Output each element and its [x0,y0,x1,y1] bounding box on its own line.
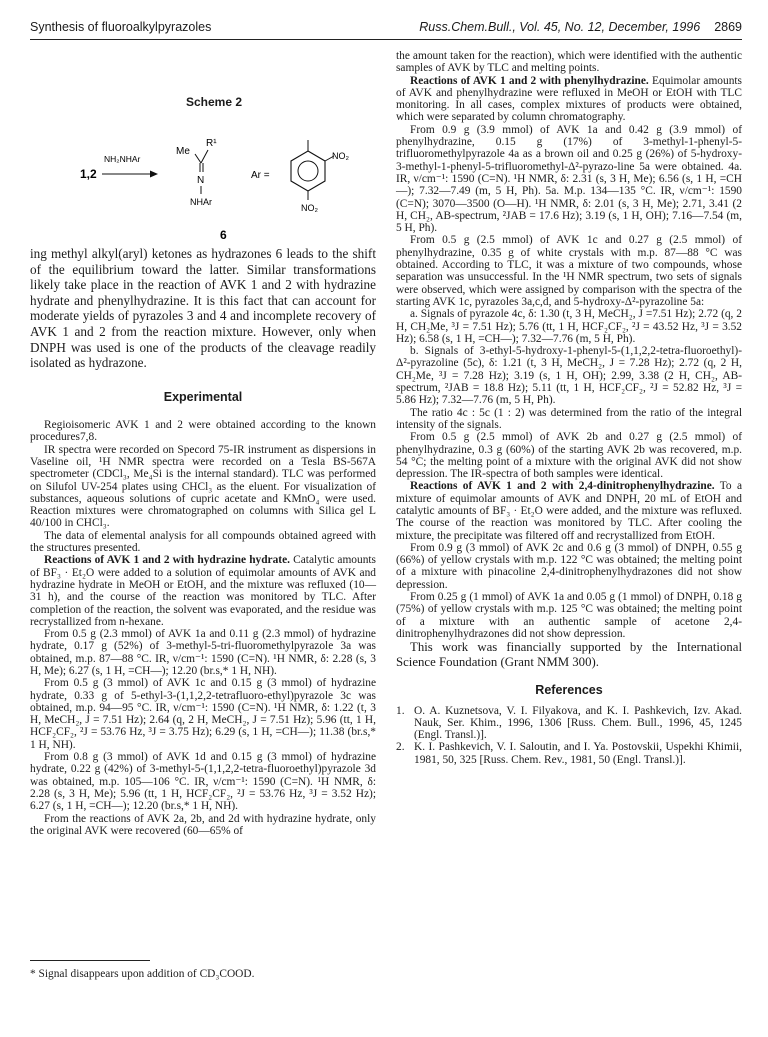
benzene-ring [291,151,325,191]
paragraph-8: From the reactions of AVK 2a, 2b, and 2d with hydrazine hydrate, only the original AVK were recovered (60—65% of [30,812,376,837]
methyl-label: Me [176,146,190,157]
intro-paragraph: ing methyl alkyl(aryl) ketones as hydrazones 6 leads to the shift of the equilibrium toward the latter. Similar transformations likely take place in the reaction of AVK 1 and 2 with hydrazine hydrate and phenylhydrazine. It is this fact that can account for moderate yields of pyrazoles 3 and 4 and incomplete recovery of AVK 1 and 2 from the reaction mixture. However, only when DNPH was used is one of the products of the cleavage readily isolated as hydrazone. [30,246,376,371]
paragraph-3: The data of elemental analysis for all compounds obtained agreed with the structures presented. [30,529,376,555]
right-paragraph-9-body: To a mixture of equimolar amounts of AVK and DNPH, 20 mL of EtOH and catalytic amounts of BF₃ · Et₂O were added, and the mixture was refluxed. The course of the reaction was monitored by TLC. After cooling the mixture, the precipitate was filtered off and recrystallized from EtOH. [396,480,742,542]
paragraph-6: From 0.5 g (3 mmol) of AVK 1c and 0.15 g (3 mmol) of hydrazine hydrate, 0.33 g of 5-ethyl-3-(1,1,2,2-tetrafluoro-ethyl)pyrazole 3c was obtained, m.p. 94—95 °C. IR, ν/cm⁻¹: 1590 (C=N). ¹H NMR, δ: 1.22 (t, 3 H, MeCH₂, J = 7.51 Hz); 2.64 (q, 2 H, MeCH₂, J = 7.51 Hz); 5.96 (tt, 1 H, HCF₂CF₂, ²J = 53.76 Hz, ³J = 3.75 Hz); 6.29 (s, 1 H, =CH—); 11.38 (br.s,* 1 H, NH). [30,677,376,751]
acknowledgement: This work was financially supported by the International Science Foundation (Grant NMM 300). [396,640,742,670]
references-heading: References [535,683,603,698]
right-column [396,50,742,766]
left-column [30,50,376,837]
r1-label: R¹ [206,138,217,149]
discussion-text [30,246,376,371]
scheme-2 [30,50,376,246]
journal-citation [419,20,742,34]
reaction-arrow-head [150,171,158,178]
nitrogen-label: N [197,175,205,186]
right-paragraph-7: The ratio 4c : 5c (1 : 2) was determined from the ratio of the integral intensity of the signals. [396,406,742,431]
run-in-heading-phenylhydrazine: Reactions of AVK 1 and 2 with phenylhydrazine. [410,74,649,87]
paragraph-1: Regioisomeric AVK 1 and 2 were obtained according to the known procedures7,8. [30,419,376,444]
scheme-title: Scheme 2 [186,95,243,109]
reference-2-text: K. I. Pashkevich, V. I. Saloutin, and I. Ya. Postovskii, Uspekhi Khimii, 1981, 50, 325 [Russ. Chem. Rev., 1981, 50 (Engl. Transl.)]. [414,741,742,766]
reference-1-text: O. A. Kuznetsova, V. I. Filyakova, and K. I. Pashkevich, Izv. Akad. Nauk, Ser. Khim., 1996, 1306 [Russ. Chem. Bull., 1996, 45, 1245 (Engl. Transl.)]. [414,704,742,742]
reference-2-number: 2. [396,741,405,754]
aryl-definition-label: Ar = [251,170,270,181]
right-paragraph-8: From 0.5 g (2.5 mmol) of AVK 2b and 0.27 g (2.5 mmol) of phenylhydrazine, 0.3 g (60%) of the starting AVK 2b was recovered, m.p. 54 °C; the melting point of a mixture with the original AVK did not show depression. The IR-spectra of both samples were identical. [396,431,742,481]
page-number: 2869 [714,20,742,34]
no2-bottom-label: NO₂ [301,203,318,213]
paragraph-4 [30,554,376,628]
scheme-structure-drawing [30,50,376,246]
run-in-heading-hydrazine: Reactions of AVK 1 and 2 with hydrazine hydrate. [44,554,291,567]
paragraph-4-body: Catalytic amounts of BF₃ · Et₂O were added to a solution of equimolar amounts of AVK and hydrazine hydrate in MeOH or EtOH, and the mixture was refluxed (10—31 h), and the course of the reaction was monitored by TLC. After completion of the reaction, the solvent was evaporated, and the residue was recrystallized from n-hexane. [30,554,376,628]
paragraph-7: From 0.8 g (3 mmol) of AVK 1d and 0.15 g (3 mmol) of hydrazine hydrate, 0.22 g (42%) of 3-methyl-5-(1,1,2,2-tetra-fluoroethyl)pyrazole 3d was obtained, m.p. 105—106 °C. IR, ν/cm⁻¹: 1590 (C=N). ¹H NMR, δ: 2.28 (s, 3 H, Me); 5.96 (tt, 1 H, HCF₂CF₂, ²J = 53.76 Hz, ³J = 3.52 Hz); 6.27 (s, 1 H, =CH—); 12.20 (br.s,* 1 H, NH). [30,751,376,813]
bond-c-r1 [201,150,208,163]
reference-1-number: 1. [396,704,405,717]
right-paragraph-2-body: Equimolar amounts of AVK and phenylhydrazine were refluxed in MeOH or EtOH with TLC monitoring. In all cases, complex mixtures of products were obtained, which were separated by column chromatography. [396,74,742,124]
experimental-heading: Experimental [163,389,243,404]
header-rule [30,39,742,40]
right-paragraph-1: the amount taken for the reaction), which were identified with the authentic samples of AVK by TLC and melting points. [396,50,742,75]
aromatic-circle [298,161,318,181]
right-paragraph-4: From 0.5 g (2.5 mmol) of AVK 1c and 0.27 g (2.5 mmol) of phenylhydrazine, 0.35 g of white crystals with m.p. 87—88 °C was obtained. According to TLC, it was a mixture of two compounds, whose separation was unsuccessful. In the ¹H NMR spectrum, two sets of signals were observed, which were assigned by comparison with the spectra of the starting AVK 1c, pyrazoles 3a,c,d, and 5-hydroxy-Δ²-pyrazoline 5a: [396,234,742,308]
reactant-label: 1,2 [80,167,97,181]
running-title: Synthesis of fluoroalkylpyrazoles [30,20,212,34]
reagent-label: NH₂NHAr [104,154,141,164]
right-paragraph-11: From 0.25 g (1 mmol) of AVK 1a and 0.05 g (1 mmol) of DNPH, 0.18 g (75%) of yellow crystals with m.p. 125 °C was obtained; the melting point of a mixture with an authentic sample of acetone 2,4-dinitrophenylhydrazones did not show depression. [396,591,742,640]
run-in-heading-dnph: Reactions of AVK 1 and 2 with 2,4-dinitrophenylhydrazine. [410,480,715,493]
nhar-label: NHAr [190,197,212,207]
running-header [30,20,742,38]
reference-1 [396,705,742,742]
journal-reference: Russ.Chem.Bull., Vol. 45, No. 12, December, 1996 [419,20,701,34]
paragraph-5: From 0.5 g (2.3 mmol) of AVK 1a and 0.11 g (2.3 mmol) of hydrazine hydrate, 0.17 g (52%) of 3-methyl-5-tri-fluoromethylpyrazole 3a was obtained, m.p. 87—88 °C. IR, ν/cm⁻¹: 1590 (C=N). ¹H NMR, δ: 2.28 (s, 3 H, Me); 6.27 (s, 1 H, =CH—); 12.20 (br.s,* 1 H, NH). [30,628,376,677]
paragraph-2: IR spectra were recorded on Specord 75-IR instrument as dispersions in Vaseline oil, ¹H NMR spectra were recorded on a Tesla BS-567A spectrometer (CDCl₃, Me₄Si is the internal standard). TLC was performed on Silufol UV-254 plates using CHCl₃ as the eluent. For visualization of substances, aqueous solutions of cupric acetate and KMnO₄ were used. Reaction mixtures were chromatographed on columns with Silica gel L 40/100 in CHCl₃. [30,443,376,530]
right-paragraph-5: a. Signals of pyrazole 4c, δ: 1.30 (t, 3 H, MeCH₂, J =7.51 Hz); 2.72 (q, 2 H, CH₂Me, ³J = 7.51 Hz); 5.76 (tt, 1 H, HCF₂CF₂, ²J = 43.52 Hz, ³J = 3.52 Hz); 6.58 (s, 1 H, =CH—); 7.32—7.76 (m, 5 H, Ph). [396,308,742,345]
reference-2 [396,741,742,766]
right-paragraph-6: b. Signals of 3-ethyl-5-hydroxy-1-phenyl-5-(1,1,2,2-tetra-fluoroethyl)-Δ²-pyrazoline (5c), δ: 1.21 (t, 3 H, MeCH₂, J = 7.28 Hz); 2.72 (q, 2 H, CH₂Me, ³J = 7.28 Hz); 3.19 (s, 1 H, OH); 2.99, 3.38 (2 H, CH₂, AB-spectrum, ²JAB = 18.8 Hz); 5.11 (tt, 1 H, HCF₂CF₂, ²J = 52.82 Hz, ³J = 5.86 Hz); 7.32—7.76 (m, 5 H, Ph). [396,345,742,407]
no2-top-label: NO₂ [332,151,349,161]
bond-me-c [195,154,201,163]
right-paragraph-2 [396,75,742,124]
right-paragraph-9 [396,480,742,541]
right-paragraph-10: From 0.9 g (3 mmol) of AVK 2c and 0.6 g (3 mmol) of DNPH, 0.55 g (66%) of yellow crystals with m.p. 122 °C was obtained; the melting point of a mixture with pinacoline 2,4-dinitrophenylhydrazones did not show depression. [396,541,742,591]
compound-number-label: 6 [220,228,227,242]
footnote-rule [30,960,150,961]
footnote: * Signal disappears upon addition of CD₃COOD. [30,968,255,980]
right-paragraph-3: From 0.9 g (3.9 mmol) of AVK 1a and 0.42 g (3.9 mmol) of phenylhydrazine, 0.15 g (17%) of 3-methyl-1-phenyl-5-trifluoromethylpyrazole 4a as a brown oil and 0.25 g (26%) of 5-hydroxy-3-methyl-1-phenyl-5-trifluoromethyl-Δ²-pyrazo-line 5a were obtained. 4a. IR, ν/cm⁻¹: 1590 (C=N). ¹H NMR, δ: 2.31 (s, 3 H, Me); 6.56 (s, 1 H, =CH—); 7.32—7.49 (m, 5 H, Ph). 5a. M.p. 134—135 °C. IR, ν/cm⁻¹: 1590 (C=N); 3070—3500 (O—H). ¹H NMR, δ: 2.01 (s, 3 H, Me); 2.71, 3.41 (2 H, CH₂, AB-spectrum, ²JAB = 17.6 Hz); 3.19 (s, 1 H, OH); 7.16—7.54 (m, 5 H, Ph). [396,123,742,235]
